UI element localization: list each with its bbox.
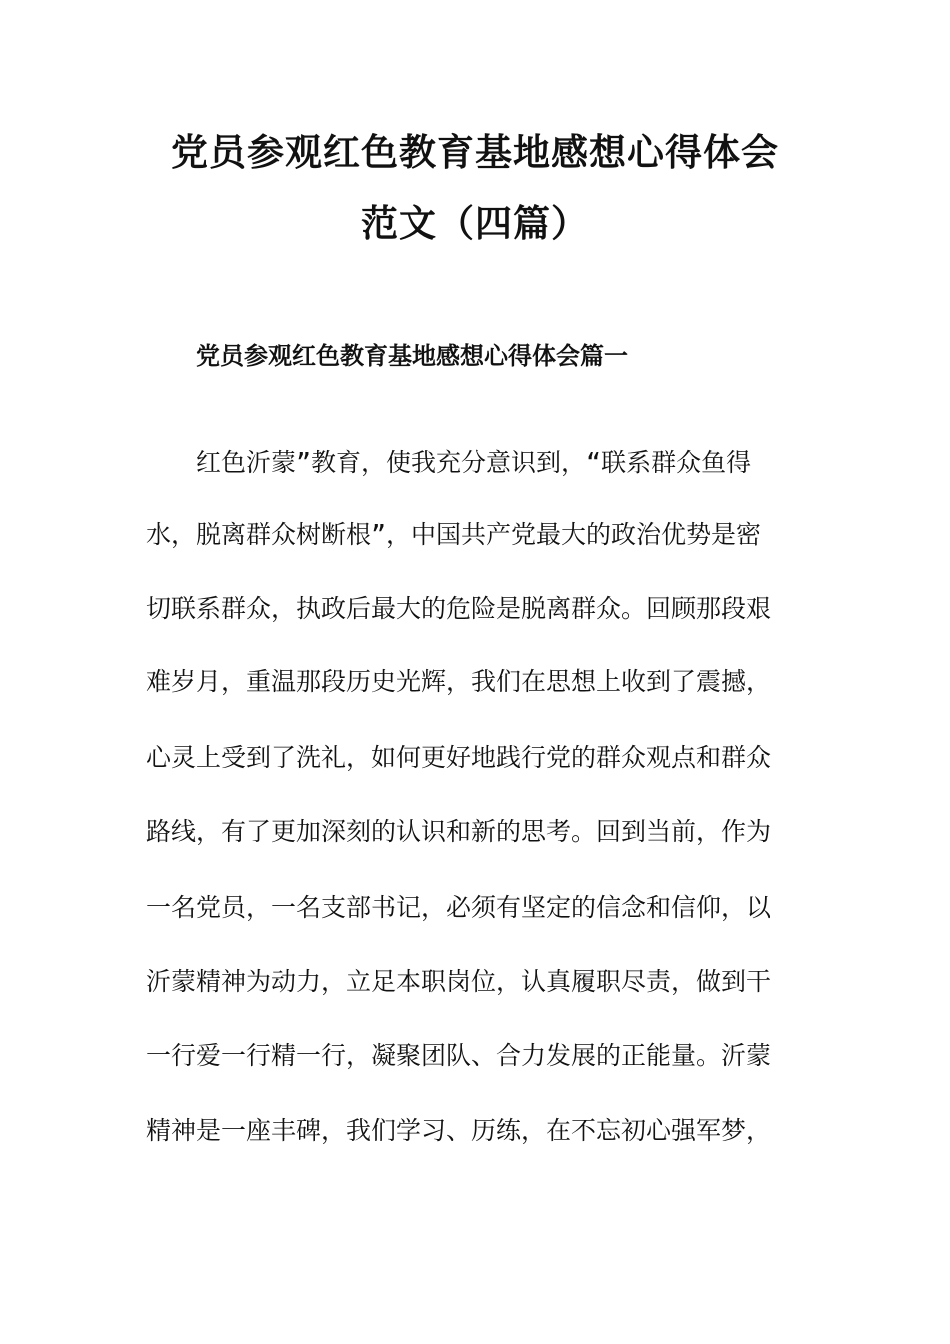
paragraph-line: 红色沂蒙”教育，使我充分意识到，“联系群众鱼得 — [196, 448, 752, 477]
paragraph-line: 切联系群众，执政后最大的危险是脱离群众。回顾那段艰 — [146, 594, 772, 623]
paragraph-line: 一名党员，一名支部书记，必须有坚定的信念和信仰，以 — [146, 893, 772, 922]
paragraph-line: 精神是一座丰碑，我们学习、历练，在不忘初心强军梦， — [146, 1116, 772, 1145]
paragraph-line: 沂蒙精神为动力，立足本职岗位，认真履职尽责，做到干 — [146, 967, 772, 996]
document-title-line-1: 党员参观红色教育基地感想心得体会 — [171, 130, 779, 174]
paragraph-line: 一行爱一行精一行，凝聚团队、合力发展的正能量。沂蒙 — [146, 1041, 772, 1070]
paragraph-line: 心灵上受到了洗礼，如何更好地践行党的群众观点和群众 — [146, 743, 772, 772]
paragraph-line: 难岁月，重温那段历史光辉，我们在思想上收到了震撼， — [146, 667, 772, 696]
document-title-line-2: 范文（四篇） — [361, 201, 589, 245]
paragraph-line: 路线，有了更加深刻的认识和新的思考。回到当前，作为 — [146, 817, 772, 846]
paragraph-line: 水，脱离群众树断根”，中国共产党最大的政治优势是密 — [146, 520, 762, 549]
section-heading: 党员参观红色教育基地感想心得体会篇一 — [196, 341, 628, 370]
